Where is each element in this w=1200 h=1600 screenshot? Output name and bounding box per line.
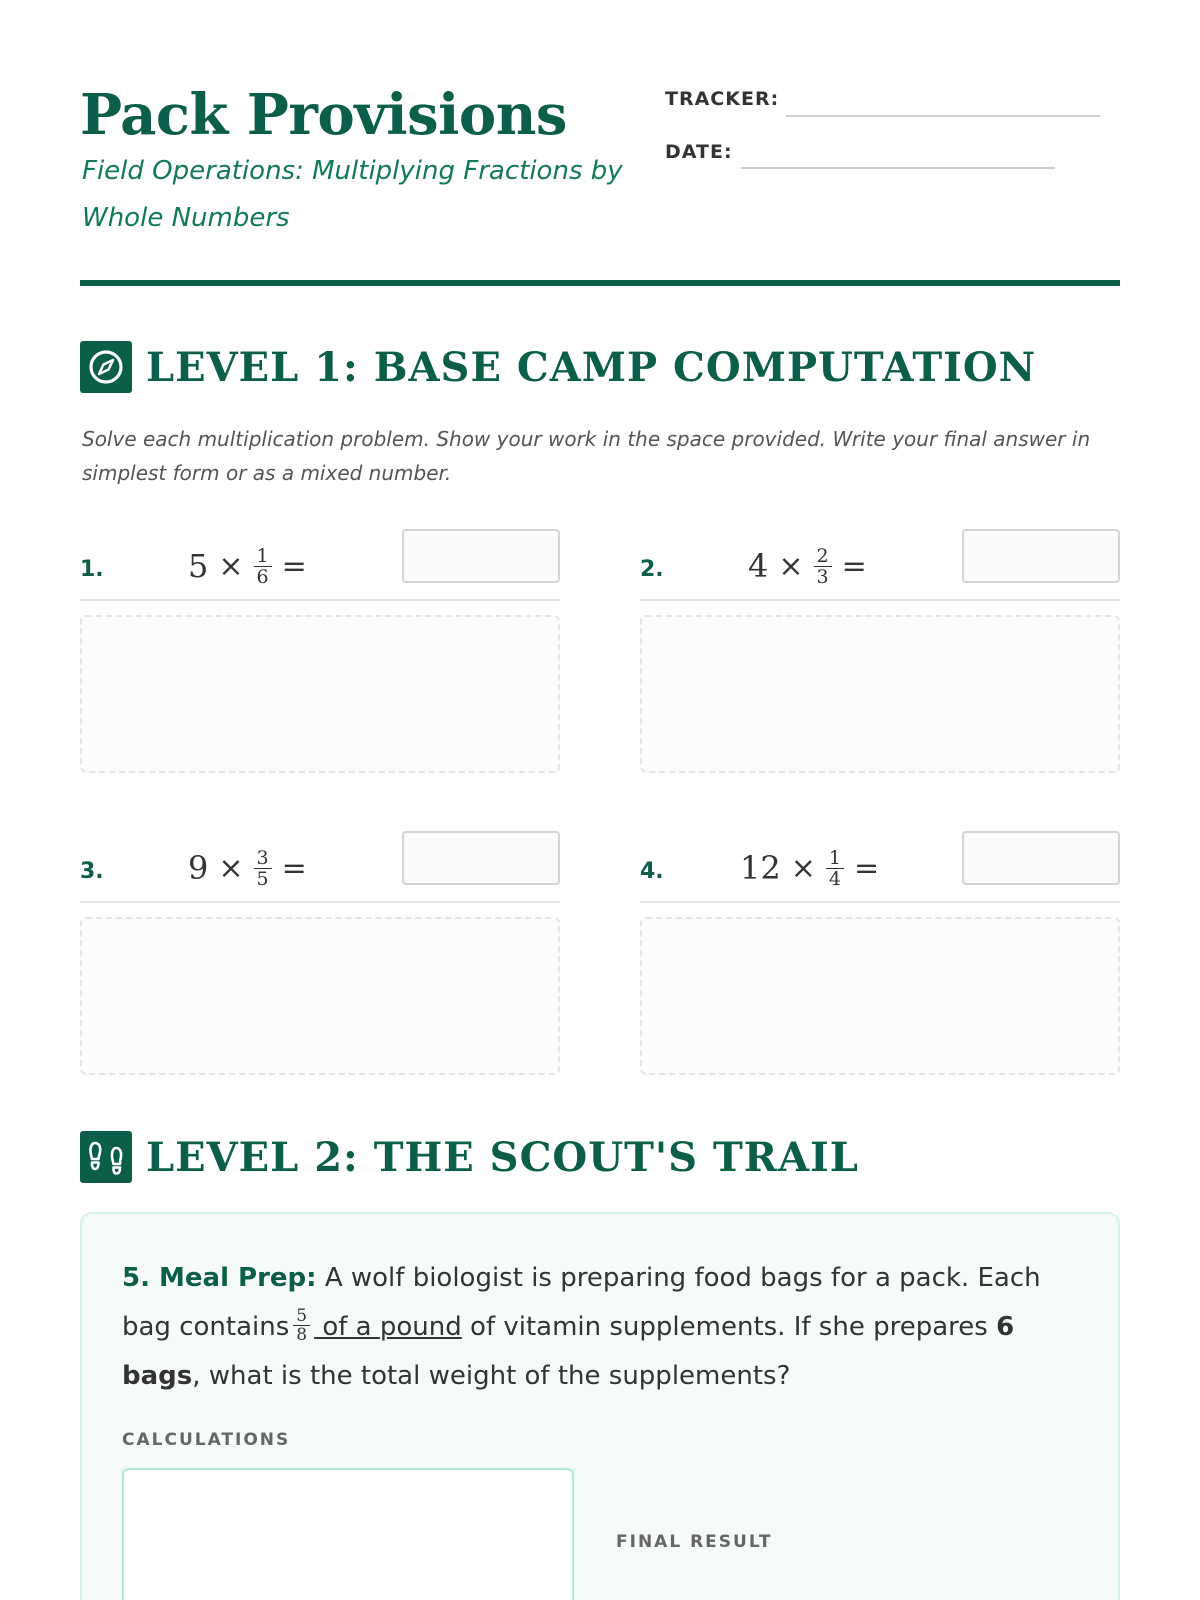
problem-lead: 5. Meal Prep:	[122, 1263, 317, 1293]
inline-fraction	[293, 1307, 310, 1344]
problem-text-3: of vitamin supplements. If she prepares	[461, 1312, 997, 1342]
fraction-denominator: 5	[256, 867, 269, 890]
problem-text-2a: of a	[314, 1312, 380, 1342]
answer-box[interactable]	[962, 831, 1120, 885]
fraction	[254, 546, 272, 587]
equals-sign: =	[853, 850, 880, 886]
problem-expression	[740, 839, 889, 897]
times-sign: ×	[218, 850, 244, 886]
problem-text-2b: pound	[379, 1312, 462, 1342]
tracker-label: TRACKER:	[665, 88, 780, 110]
problem-expression	[188, 537, 317, 595]
problem-bold: 6 bags	[122, 1312, 1015, 1391]
whole-number: 12	[740, 849, 781, 887]
fraction-numerator: 1	[826, 848, 844, 869]
date-field[interactable]	[741, 167, 1055, 169]
problem-divider	[80, 901, 560, 903]
level1-instructions: Solve each multiplication problem. Show your work in the space provided. Write your final answer in simplest form or as a mixed number.	[82, 427, 1091, 485]
page-subtitle: Field Operations: Multiplying Fractions by Whole Numbers	[82, 156, 623, 233]
problem-divider	[640, 599, 1120, 601]
fraction-denominator: 8	[296, 1325, 308, 1345]
answer-box[interactable]	[402, 831, 560, 885]
level2-title: LEVEL 2: THE SCOUT'S TRAIL	[146, 1134, 859, 1181]
equals-sign: =	[841, 548, 867, 584]
problem-3	[80, 823, 560, 1063]
worksheet-page	[80, 0, 1120, 1600]
work-area[interactable]	[640, 615, 1120, 773]
compass-icon	[80, 341, 132, 393]
problem-expression	[748, 537, 877, 595]
footprints-icon	[80, 1131, 132, 1183]
calculations-label: CALCULATIONS	[122, 1430, 291, 1450]
problem-text-1: A wolf biologist is preparing food bags for a pack. Each bag contains	[122, 1263, 1041, 1342]
page-title: Pack Provisions	[80, 82, 567, 148]
problem-1	[80, 521, 560, 761]
problem-number: 3.	[80, 859, 104, 884]
header-divider	[80, 280, 1120, 286]
fraction-numerator: 2	[814, 546, 832, 567]
answer-box[interactable]	[962, 529, 1120, 583]
fraction-denominator: 4	[828, 867, 841, 890]
tracker-field[interactable]	[786, 115, 1100, 117]
whole-number: 4	[748, 547, 769, 585]
problem-4	[640, 823, 1120, 1063]
fraction	[826, 848, 844, 889]
whole-number: 5	[188, 547, 209, 585]
word-problem-text	[122, 1254, 1082, 1401]
work-area[interactable]	[640, 917, 1120, 1075]
fraction-numerator: 5	[293, 1307, 310, 1326]
problem-expression	[188, 839, 317, 897]
equals-sign: =	[281, 850, 307, 886]
whole-number: 9	[188, 849, 209, 887]
equals-sign: =	[281, 548, 307, 584]
problem-divider	[640, 901, 1120, 903]
problem-number: 1.	[80, 557, 104, 582]
work-area[interactable]	[80, 615, 560, 773]
times-sign: ×	[218, 548, 244, 584]
work-area[interactable]	[80, 917, 560, 1075]
calculations-box[interactable]	[122, 1468, 574, 1600]
times-sign: ×	[790, 850, 816, 886]
fraction-numerator: 3	[254, 848, 272, 869]
final-result-label: FINAL RESULT	[616, 1532, 773, 1552]
fraction	[814, 546, 832, 587]
fraction	[254, 848, 272, 889]
problem-number: 2.	[640, 557, 664, 582]
date-label: DATE:	[665, 141, 733, 163]
problem-2	[640, 521, 1120, 761]
answer-box[interactable]	[402, 529, 560, 583]
problem-number: 4.	[640, 859, 664, 884]
fraction-denominator: 3	[816, 565, 829, 588]
fraction-numerator: 1	[254, 546, 272, 567]
problem-text-4: , what is the total weight of the supplements?	[192, 1361, 791, 1391]
problem-divider	[80, 599, 560, 601]
word-problem-card	[80, 1212, 1120, 1600]
times-sign: ×	[778, 548, 804, 584]
level1-title: LEVEL 1: BASE CAMP COMPUTATION	[146, 344, 1037, 391]
fraction-denominator: 6	[256, 565, 269, 588]
